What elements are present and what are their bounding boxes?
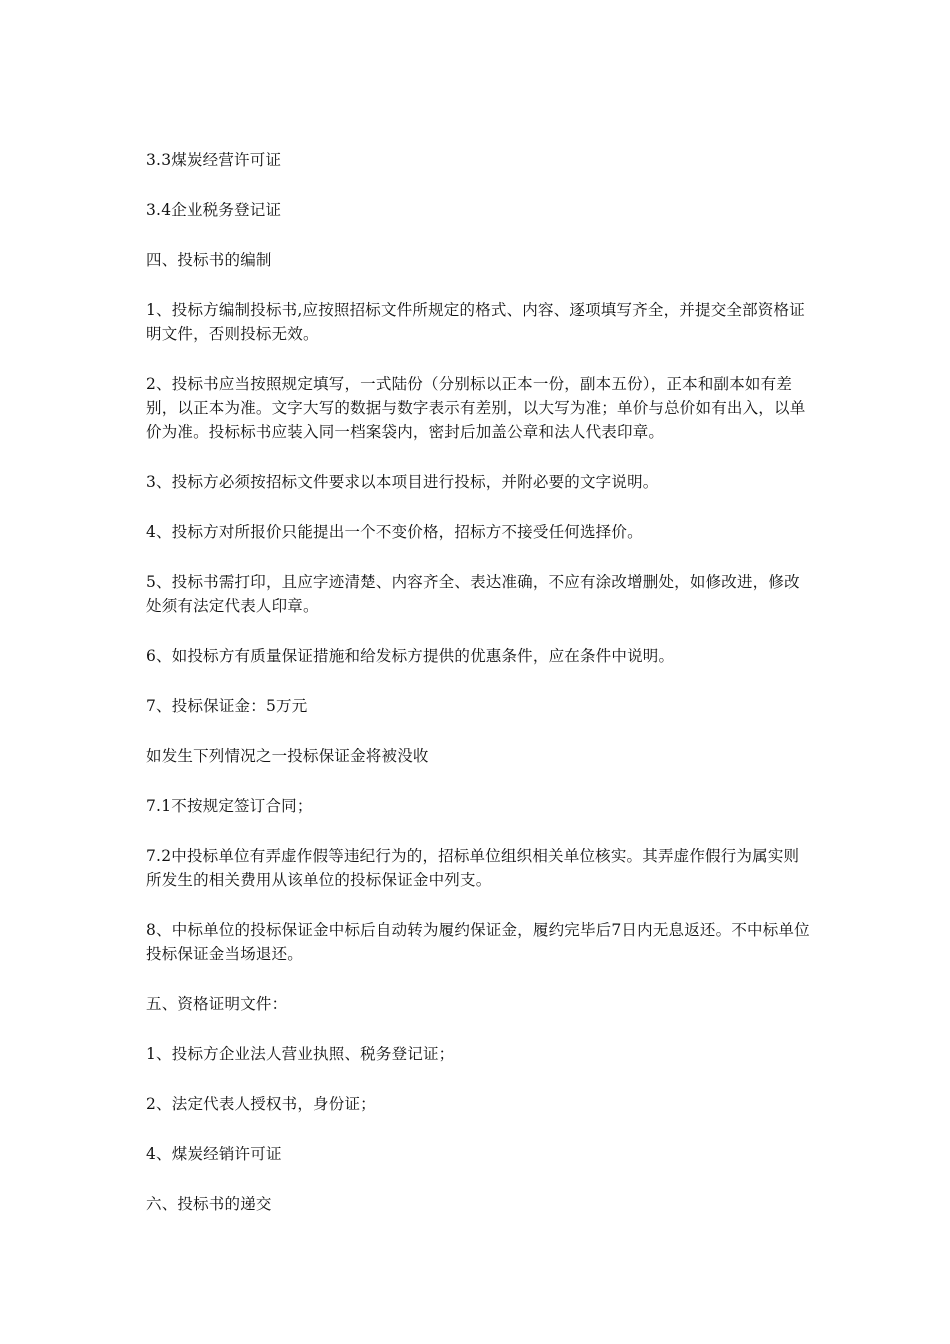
paragraph-4-7: 7、投标保证金：5万元 (146, 697, 308, 715)
paragraph-4-4: 4、投标方对所报价只能提出一个不变价格，招标方不接受任何选择价。 (146, 523, 643, 541)
paragraph-5-2: 2、法定代表人授权书，身份证； (146, 1095, 376, 1113)
paragraph-4-6: 6、如投标方有质量保证措施和给发标方提供的优惠条件，应在条件中说明。 (146, 647, 675, 665)
paragraph-3-4: 3.4企业税务登记证 (146, 201, 282, 219)
paragraph-4-1: 1、投标方编制投标书,应按照招标文件所规定的格式、内容、逐项填写齐全，并提交全部资格证明文件，否则投标无效。 (146, 301, 805, 343)
section-heading-5: 五、资格证明文件： (146, 995, 288, 1013)
paragraph-4-2: 2、投标书应当按照规定填写，一式陆份（分别标以正本一份，副本五份），正本和副本如有差别，以正本为准。文字大写的数据与数字表示有差别，以大写为准；单价与总价如有出入，以单价为准。投标标书应装入同一档案袋内，密封后加盖公章和法人代表印章。 (146, 375, 806, 441)
paragraph-forfeit-intro: 如发生下列情况之一投标保证金将被没收 (146, 747, 429, 765)
paragraph-4-5: 5、投标书需打印，且应字迹清楚、内容齐全、表达准确，不应有涂改增删处，如修改进，修改处须有法定代表人印章。 (146, 573, 800, 615)
section-heading-6: 六、投标书的递交 (146, 1195, 272, 1213)
paragraph-4-3: 3、投标方必须按招标文件要求以本项目进行投标，并附必要的文字说明。 (146, 473, 659, 491)
section-heading-4: 四、投标书的编制 (146, 251, 272, 269)
paragraph-7-1: 7.1不按规定签订合同； (146, 797, 313, 815)
document-body (146, 148, 811, 1242)
paragraph-7-2: 7.2中投标单位有弄虚作假等违纪行为的，招标单位组织相关单位核实。其弄虚作假行为属实则所发生的相关费用从该单位的投标保证金中列支。 (146, 847, 800, 889)
paragraph-4-8: 8、中标单位的投标保证金中标后自动转为履约保证金，履约完毕后7日内无息返还。不中标单位投标保证金当场退还。 (146, 921, 810, 963)
paragraph-5-4: 4、煤炭经销许可证 (146, 1145, 282, 1163)
paragraph-3-3: 3.3煤炭经营许可证 (146, 151, 282, 169)
paragraph-5-1: 1、投标方企业法人营业执照、税务登记证； (146, 1045, 455, 1063)
